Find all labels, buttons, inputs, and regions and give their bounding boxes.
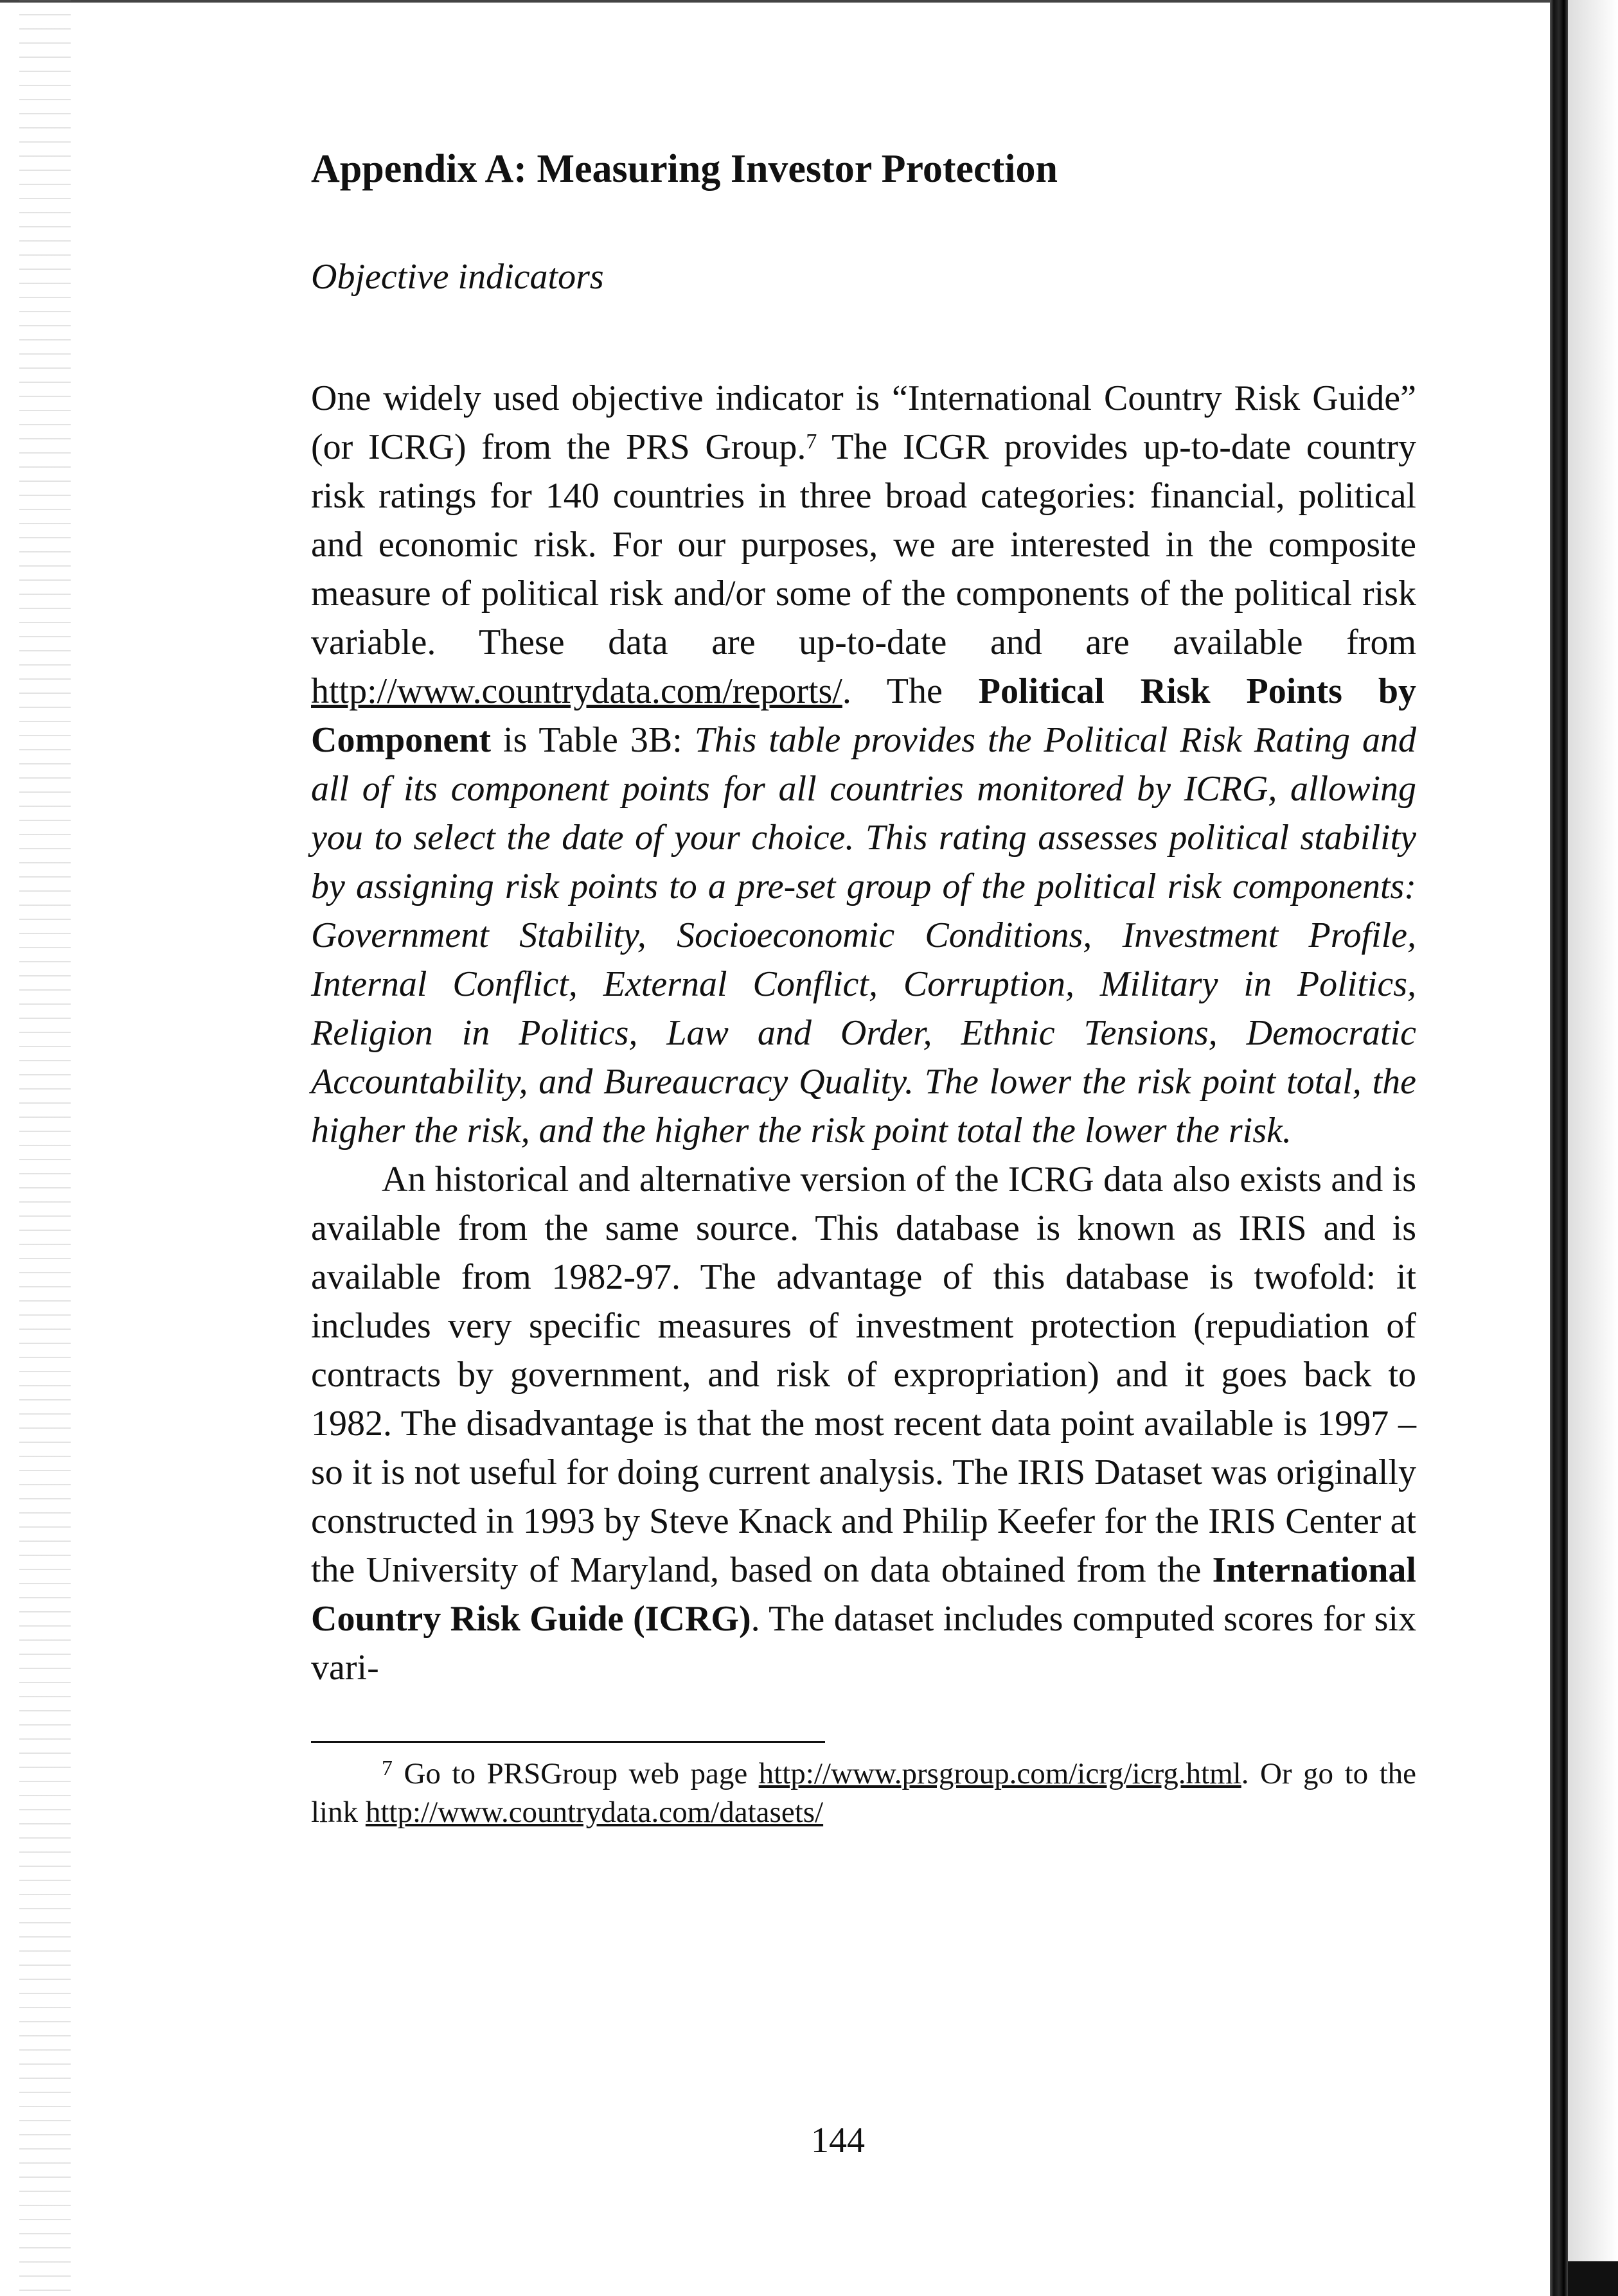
- para1-text-3: . The: [842, 671, 979, 711]
- page-title: Appendix A: Measuring Investor Protection: [311, 147, 1058, 191]
- footnote-number: 7: [382, 1756, 393, 1780]
- binding-shadow: [1568, 0, 1618, 2296]
- footnote: [311, 1754, 1416, 1832]
- footnote-text-1: Go to PRSGroup web page: [393, 1756, 759, 1790]
- political-risk-term: Political Risk Points by Component: [311, 671, 1416, 760]
- countrydata-datasets-link[interactable]: http://www.countrydata.com/datasets/: [365, 1795, 824, 1829]
- book-binding-edge: [1550, 0, 1568, 2296]
- table-description: This table provides the Political Risk Rating and all of its component points for all countries monitored by ICRG, allowing you to select the date of your choice. This rating assesses political stability by assigning risk points to a pre-set group of the political risk components: Government Stability, Socioeconomic Conditions, Investment Profile, Internal Conflict, External Conflict, Corruption, Military in Politics, Religion in Politics, Law and Order, Ethnic Tensions, Democratic Accountability, and Bureaucracy Quality. The lower the risk point total, the higher the risk, and the higher the risk point total the lower the risk.: [311, 720, 1416, 1151]
- footnote-ref[interactable]: 7: [806, 429, 817, 454]
- para2-text-2: . The dataset includes computed scores for six vari-: [311, 1598, 1416, 1688]
- countrydata-reports-link[interactable]: http://www.countrydata.com/reports/: [311, 671, 842, 711]
- footnote-divider: [311, 1741, 825, 1743]
- prsgroup-link[interactable]: http://www.prsgroup.com/icrg/icrg.html: [758, 1756, 1241, 1790]
- footnote-text-2: . Or go to the link: [311, 1756, 1416, 1829]
- scan-top-edge: [0, 0, 1568, 3]
- para1-text-2: The ICGR provides up-to-date country risk ratings for 140 countries in three broad categories: financial, political and economic risk. For our purposes, we are interested in the composite measure of political risk and/or some of the components of the political risk variable. These data are up-to-date and are available from: [311, 427, 1416, 662]
- page-number: 144: [811, 2121, 865, 2160]
- page-content: [311, 145, 1416, 1832]
- para2-text-1: An historical and alternative version of the ICRG data also exists and is available from the same source. This database is known as IRIS and is available from 1982-97. The advantage of this database is twofold: it includes very specific measures of investment protection (repudiation of contracts by government, and risk of expropriation) and it goes back to 1982. The disadvantage is that the most recent data point available is 1997 – so it is not useful for doing current analysis. The IRIS Dataset was originally constructed in 1993 by Steve Knack and Philip Keefer for the IRIS Center at the University of Maryland, based on data obtained from the: [311, 1159, 1416, 1590]
- paragraph-icrg: [311, 374, 1416, 1155]
- binding-foot: [1568, 2261, 1618, 2296]
- icrg-term: International Country Risk Guide (ICRG): [311, 1550, 1416, 1639]
- para1-text-4: is Table 3B:: [491, 720, 695, 760]
- paragraph-iris: [311, 1155, 1416, 1692]
- section-subheading: Objective indicators: [311, 257, 604, 297]
- scan-left-margin-marks: [19, 0, 71, 2296]
- para1-text-1: One widely used objective indicator is “International Country Risk Guide” (or ICRG) from the PRS Group.: [311, 378, 1416, 467]
